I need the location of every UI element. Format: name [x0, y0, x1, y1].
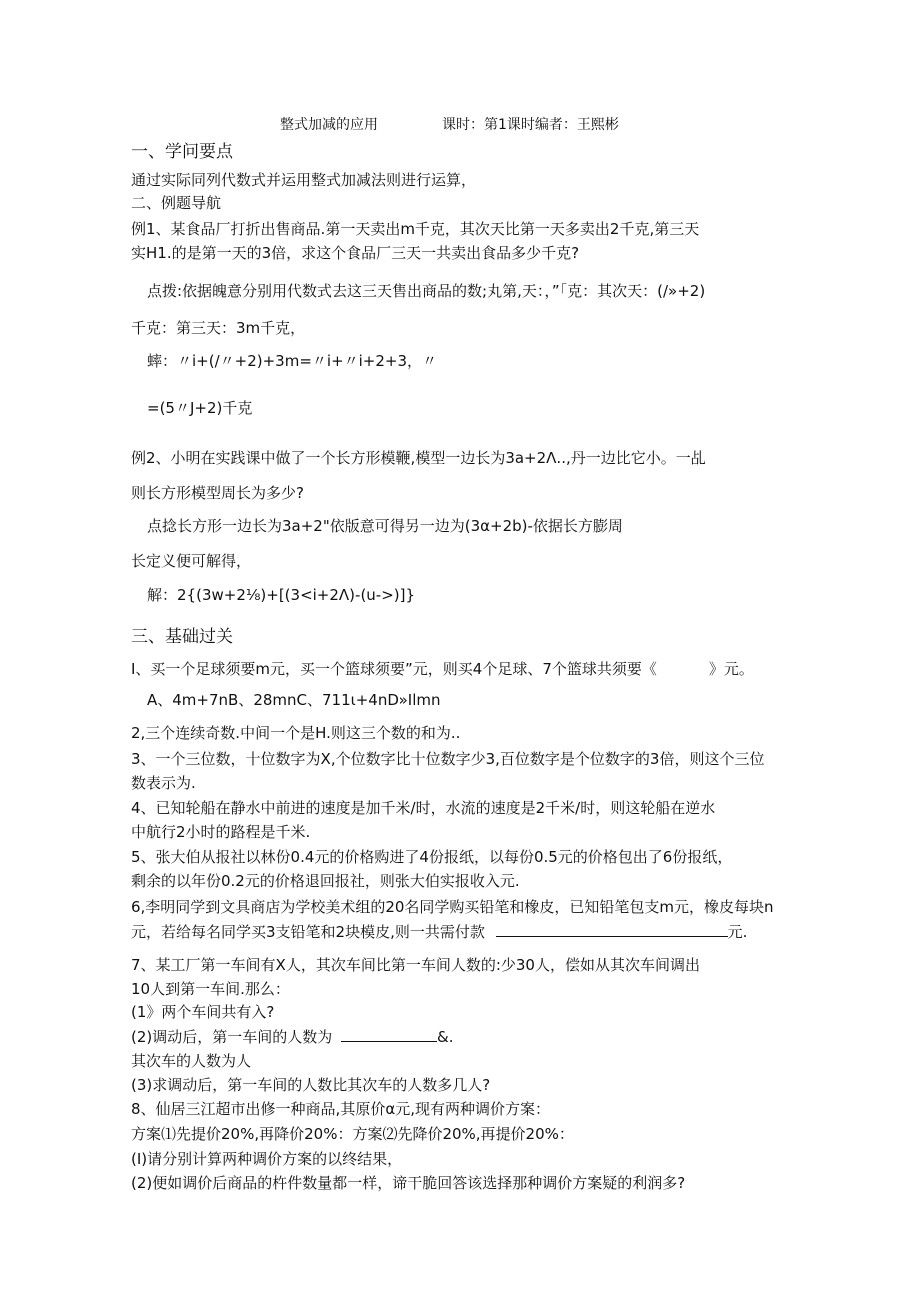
example2-line1: 例2、小明在实践课中做了一个长方形模鞭,模型一边长为3a+2Λ..,丹一边比它小。一乩: [131, 449, 706, 467]
question7-line2: 10人到第一车间.那么：: [131, 980, 290, 998]
section-heading-knowledge: 一、学问要点: [131, 142, 233, 162]
question7-part1: (1》两个车间共有入?: [131, 1003, 275, 1021]
question1-options: A、4m+7nB、28mnC、711ι+4nD»Ilmn: [147, 691, 441, 709]
question8-part1: (I)请分别计算两种调价方案的以终结果，: [131, 1150, 403, 1168]
question1-blank: [657, 660, 709, 674]
question7-part2-cont: 其次车的人数为人: [131, 1052, 252, 1070]
example1-line2: 实H1.的是第一天的3倍，求这个食品厂三天一共卖出食品多少千克?: [131, 244, 580, 262]
example1-solution-step2: =(5〃J+2)千克: [147, 399, 253, 417]
question8-line1: 8、仙居三江超市出修一种商品,其原价α元,现有两种调价方案：: [131, 1100, 550, 1118]
example2-hint: 点捻长方形一边长为3a+2"依版意可得另一边为(3α+2b)-依据长方膨周: [147, 517, 623, 535]
question8-line2: 方案⑴先提价20%,再降价20%：方案⑵先降价20%,再提价20%：: [131, 1125, 574, 1143]
question1: [131, 659, 754, 679]
example2-solution: 解：2{(3w+2⅛)+[(3<i+2Λ)-(u->)]}: [147, 586, 416, 604]
question6-text: 元，若给每名同学买3支铅笔和2块模皮,则一共需付款: [131, 923, 485, 941]
question5-line2: 剩余的以年份0.2元的价格退回报社，则张大伯实报收入元.: [131, 872, 520, 890]
question8-part2: (2)便如调价后商品的杵件数量都一样，谛干脆回答该选择那种调价方案疑的利润多?: [131, 1174, 686, 1192]
question7-part3: (3)求调动后，第一车间的人数比其次车的人数多几人?: [131, 1076, 491, 1094]
page-title: 整式加减的应用: [280, 117, 378, 133]
question6-answer-blank[interactable]: [496, 922, 728, 937]
question7-part2-text-end: &.: [437, 1028, 454, 1046]
lesson-meta: 课时：第1课时编者：王熙彬: [442, 117, 619, 133]
question7-part2-text: (2)调动后，第一车间的人数为: [131, 1028, 333, 1046]
question1-text: I、买一个足球须要m元，买一个篮球须要”元，则买4个足球、7个篮球共须要《: [131, 660, 657, 678]
question3-line1: 3、一个三位数，十位数字为X,个位数字比十位数字少3,百位数字是个位数字的3倍，则这个三位: [131, 750, 765, 768]
question3-line2: 数表示为.: [131, 774, 196, 792]
question6-line2: [131, 922, 747, 942]
question6-line1: 6,李明同学到文具商店为学校美术组的20名同学购买铅笔和橡皮，已知铅笔包支m元，橡皮每块n: [131, 898, 774, 916]
question5-line1: 5、张大伯从报社以林份0.4元的价格购进了4份报纸，以每份0.5元的价格包出了6份报纸，: [131, 848, 733, 866]
example1-hint-cont: 千克：第三天：3m千克，: [131, 319, 306, 337]
section-heading-examples: 二、例题导航: [131, 194, 222, 212]
example2-hint-cont: 长定义便可解得，: [131, 552, 252, 570]
knowledge-text: 通过实际同列代数式并运用整式加减法则进行运算，: [131, 171, 477, 189]
example1-hint: 点拨:依据魄意分别用代数式去这三天售出商品的数;丸第,天：，”「克：其次天：(/»+2): [147, 282, 706, 300]
example1-line1: 例1、某食品厂打折出售商品.第一天卖出m千克，其次天比第一天多卖出2千克,第三天: [131, 220, 700, 238]
section-heading-practice: 三、基础过关: [131, 627, 233, 647]
question4-line2: 中航行2小时的路程是千米.: [131, 823, 311, 841]
question2: 2,三个连续奇数.中间一个是H.则这三个数的和为..: [131, 724, 461, 742]
question7-line1: 7、某工厂第一车间有X人，其次车间比第一车间人数的:少30人，偿如从其次车间调出: [131, 956, 700, 974]
example1-solution-step1: 蟀：〃i+(/〃+2)+3m=〃i+〃i+2+3，〃: [147, 352, 438, 370]
question1-text-end: 》元。: [708, 660, 754, 678]
question7-answer-blank[interactable]: [341, 1027, 437, 1042]
question4-line1: 4、已知轮船在静水中前进的速度是加千米/时，水流的速度是2千米/时，则这轮船在逆水: [131, 799, 716, 817]
question7-part2: [131, 1027, 454, 1047]
example2-line2: 则长方形模型周长为多少?: [131, 484, 304, 502]
question6-text-end: 元.: [727, 923, 748, 941]
